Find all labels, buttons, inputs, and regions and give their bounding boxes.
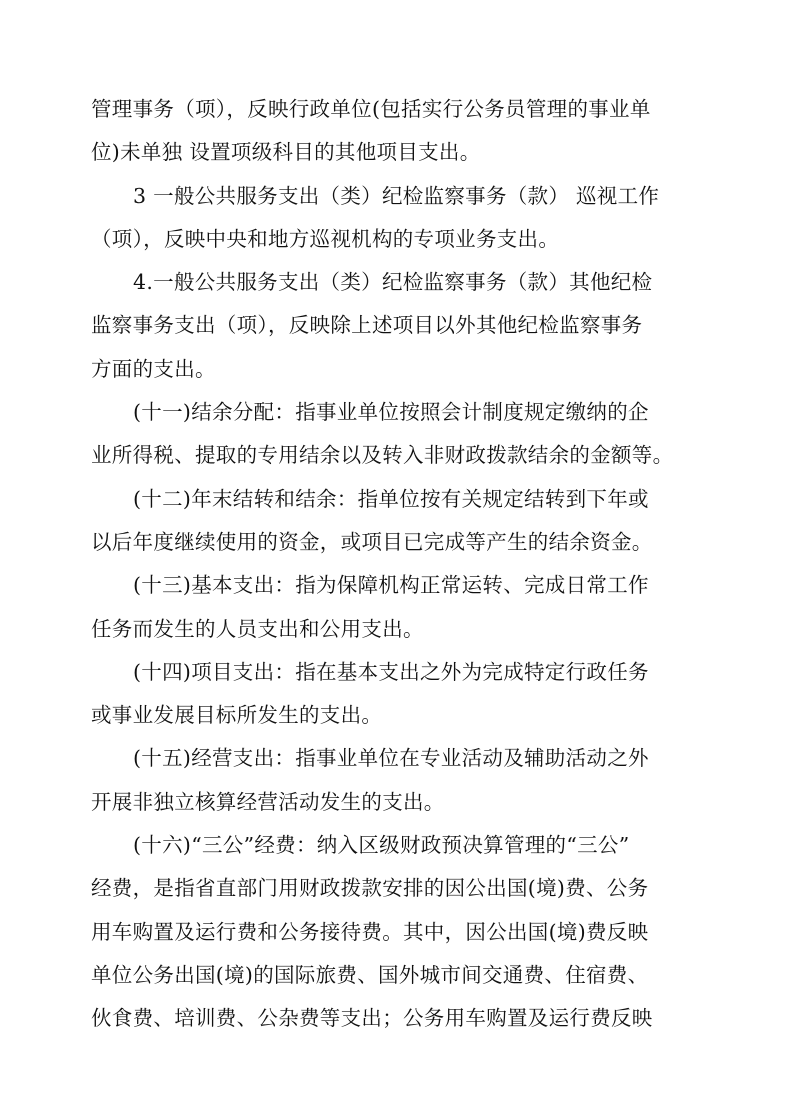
- text-line: 任务而发生的人员支出和公用支出。: [91, 616, 424, 641]
- paragraph-section-11: [91, 391, 673, 478]
- paragraph-item-code-note: [91, 88, 673, 175]
- text-line: 方面的支出。: [91, 356, 216, 381]
- text-line: 以后年度继续使用的资金，或项目已完成等产生的结余资金。: [91, 529, 653, 554]
- text-line: (十一)结余分配：指事业单位按照会计制度规定缴纳的企: [133, 400, 649, 425]
- text-line: (十二)年末结转和结余：指单位按有关规定结转到下年或: [133, 486, 649, 511]
- paragraph-section-13: [91, 564, 673, 651]
- text-line: (十三)基本支出：指为保障机构正常运转、完成日常工作: [133, 573, 649, 598]
- text-line: (十六)“三公”经费：纳入区级财政预决算管理的“三公”: [133, 833, 630, 858]
- paragraph-item-3: [91, 175, 673, 262]
- text-line: （项），反映中央和地方巡视机构的专项业务支出。: [91, 226, 560, 251]
- text-line: (十四)项目支出：指在基本支出之外为完成特定行政任务: [133, 659, 649, 684]
- text-line: 用车购置及运行费和公务接待费。其中，因公出国(境)费反映: [91, 919, 649, 944]
- text-line: 经费，是指省直部门用财政拨款安排的因公出国(境)费、公务: [91, 876, 649, 901]
- text-line: 伙食费、培训费、公杂费等支出；公务用车购置及运行费反映: [91, 1006, 653, 1031]
- text-line: 监察事务支出（项），反映除上述项目以外其他纪检监察事务: [91, 313, 643, 338]
- paragraph-section-12: [91, 478, 673, 565]
- text-line: 3 一般公共服务支出（类）纪检监察事务（款） 巡视工作: [133, 183, 660, 208]
- text-line: 4.一般公共服务支出（类）纪检监察事务（款）其他纪检: [133, 270, 653, 295]
- text-line: (十五)经营支出：指事业单位在专业活动及辅助活动之外: [133, 746, 649, 771]
- text-line: 业所得税、提取的专用结余以及转入非财政拨款结余的金额等。: [91, 443, 673, 468]
- text-line: 管理事务（项），反映行政单位(包括实行公务员管理的事业单: [91, 97, 651, 121]
- document-body: [91, 88, 673, 1041]
- text-line: 或事业发展目标所发生的支出。: [91, 703, 383, 728]
- paragraph-item-4: [91, 261, 673, 391]
- text-line: 单位公务出国(境)的国际旅费、国外城市间交通费、住宿费、: [91, 962, 649, 987]
- paragraph-section-14: [91, 651, 673, 738]
- paragraph-section-16: [91, 824, 673, 1040]
- text-line: 位)未单独 设置项级科目的其他项目支出。: [91, 140, 481, 165]
- paragraph-section-15: [91, 737, 673, 824]
- text-line: 开展非独立核算经营活动发生的支出。: [91, 789, 445, 814]
